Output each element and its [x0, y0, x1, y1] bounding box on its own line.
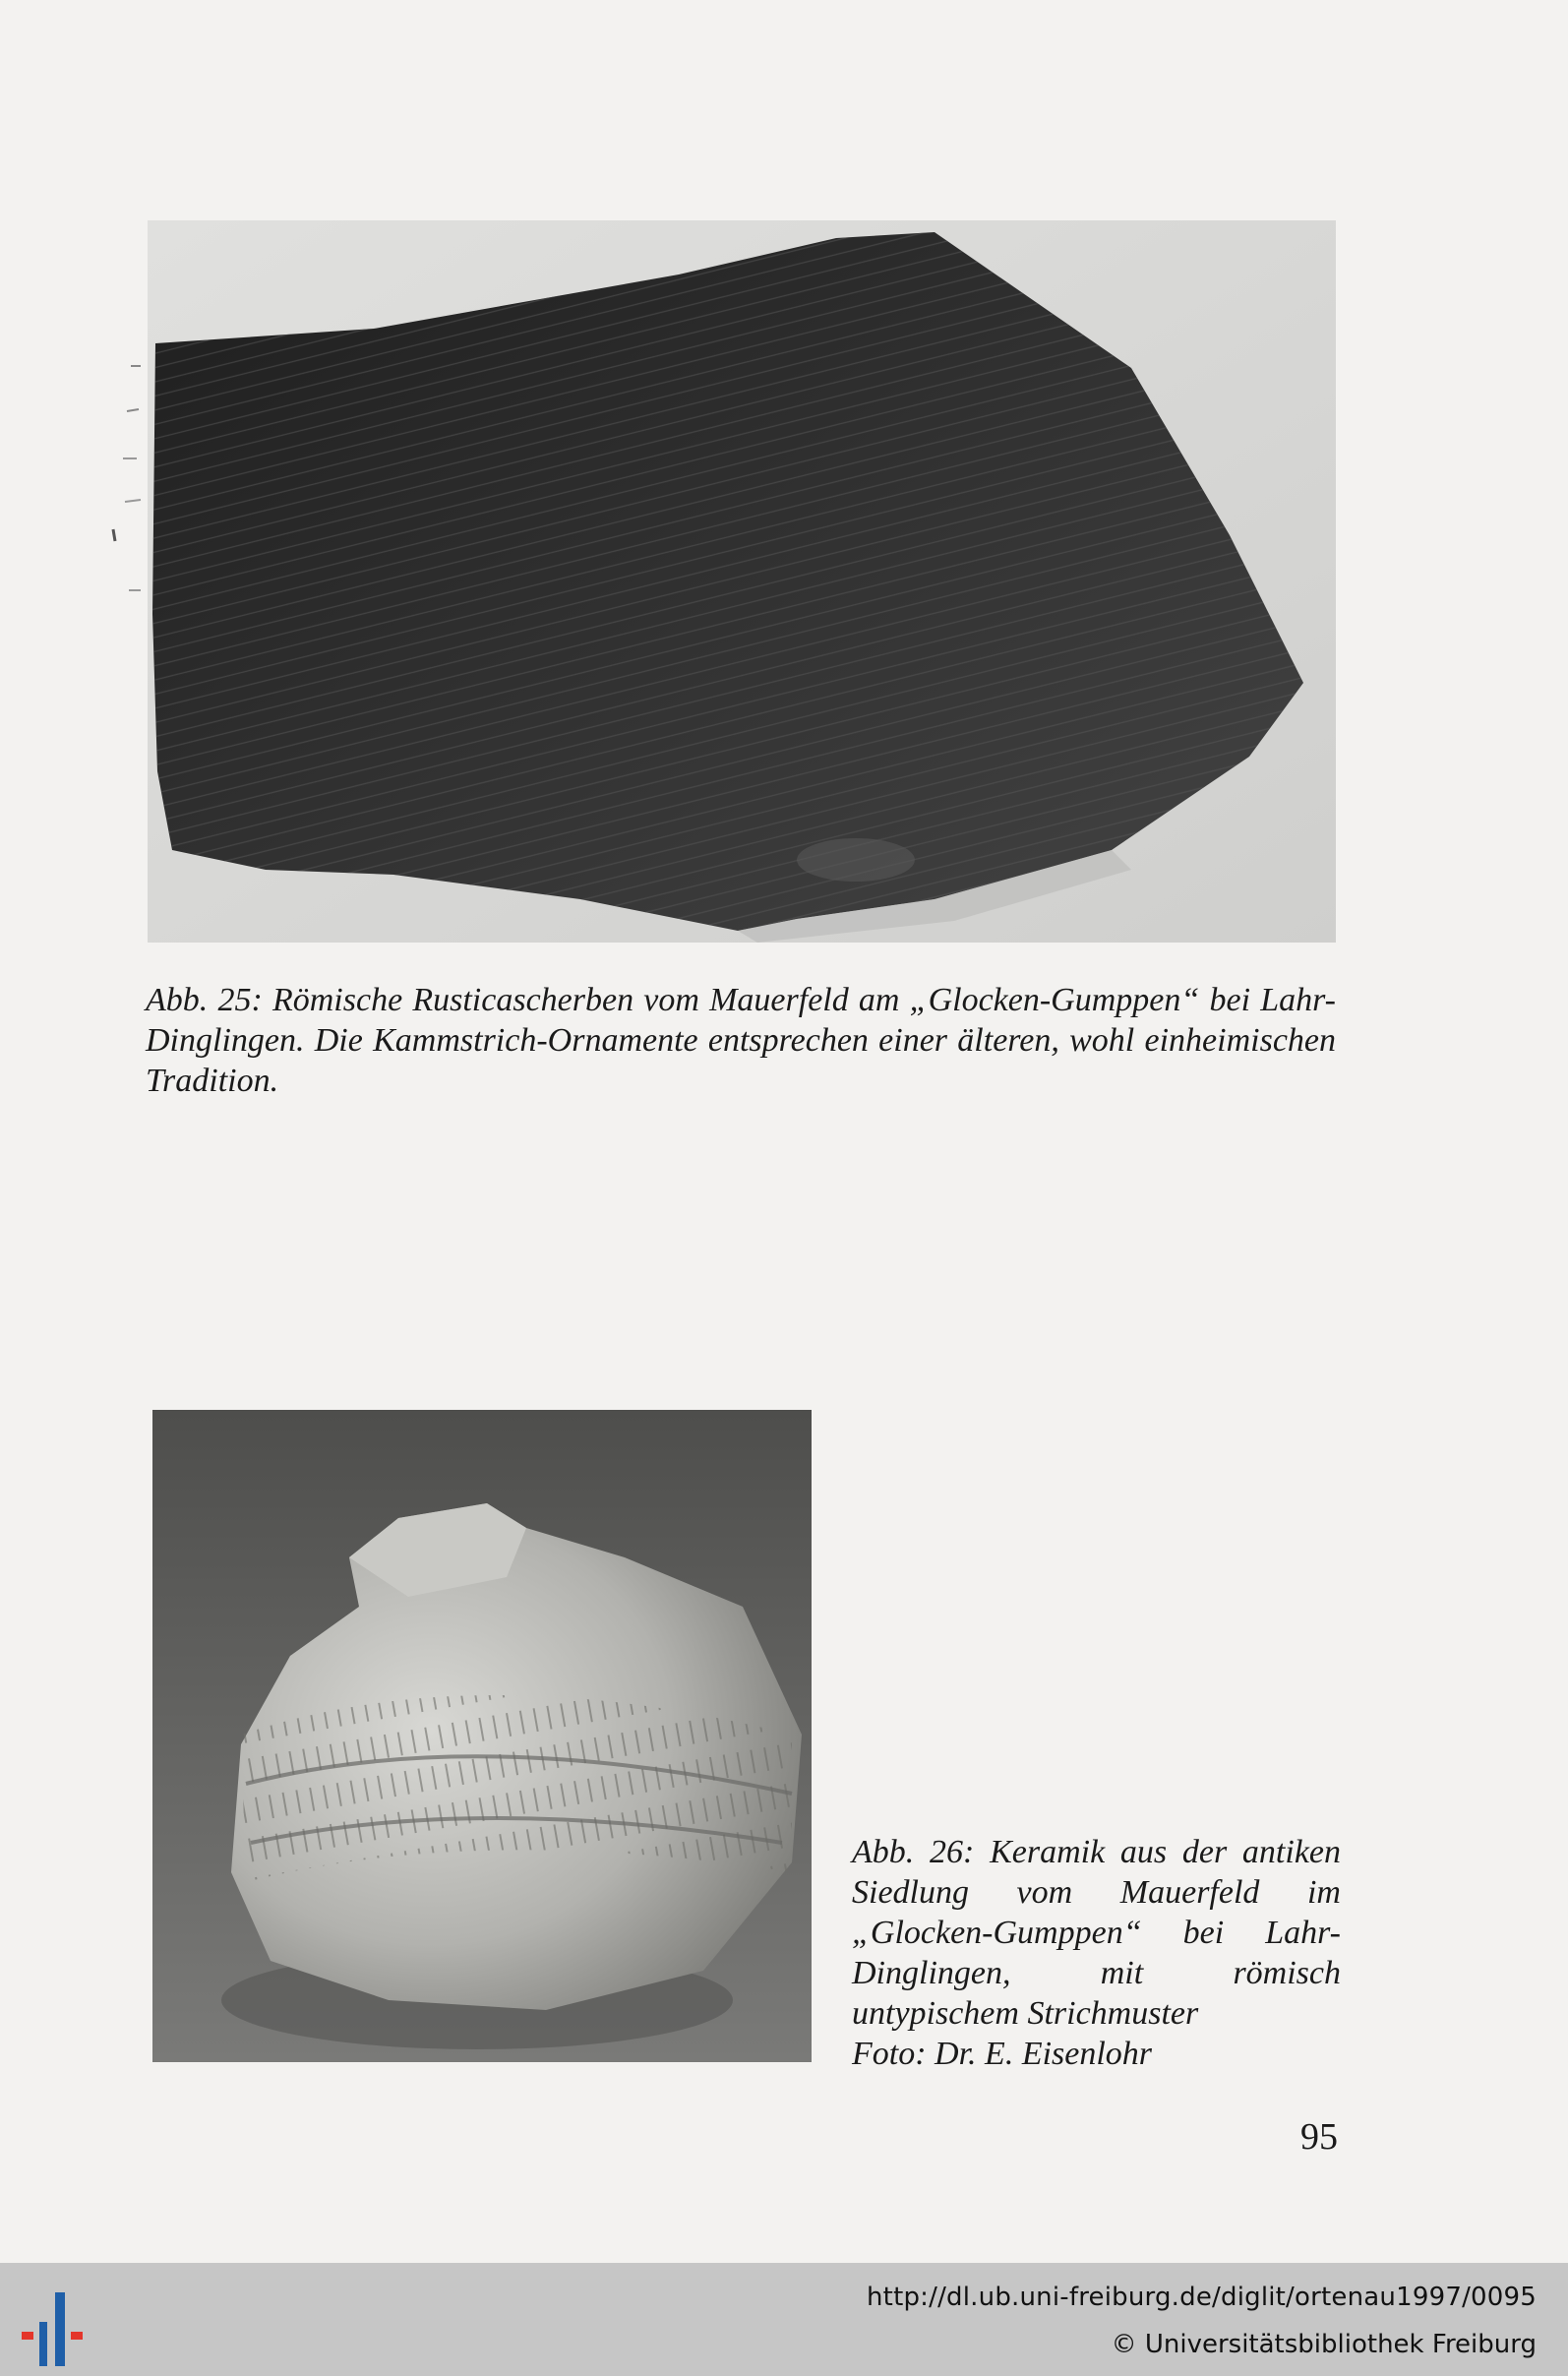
footer-copyright: © Universitätsbibliothek Freiburg — [1111, 2330, 1537, 2359]
figure-25-photo — [148, 220, 1336, 943]
footer-bar — [0, 2263, 1568, 2376]
footer-url[interactable]: http://dl.ub.uni-freiburg.de/diglit/ortenau1997/0095 — [867, 2283, 1537, 2312]
page-number: 95 — [1300, 2116, 1338, 2158]
margin-marks — [103, 364, 143, 600]
photo-credit: Foto: Dr. E. Eisenlohr — [852, 2036, 1153, 2072]
figure-26-photo — [152, 1410, 812, 2062]
figure-26-caption — [852, 1832, 1341, 2074]
figure-26-caption-text: Abb. 26: Keramik aus der antiken Siedlung vom Mauerfeld im „Glocken-Gumppen“ bei Lahr-Dinglingen, mit römisch untypischem Strichmuster — [852, 1834, 1341, 2032]
figure-25-caption: Abb. 25: Römische Rusticascherben vom Mauerfeld am „Glocken-Gumppen“ bei Lahr-Dinglingen. Die Kammstrich-Ornamente entsprechen einer älteren, wohl einheimischen Tradition. — [146, 982, 1336, 1099]
ub-freiburg-logo-icon — [20, 2283, 98, 2366]
